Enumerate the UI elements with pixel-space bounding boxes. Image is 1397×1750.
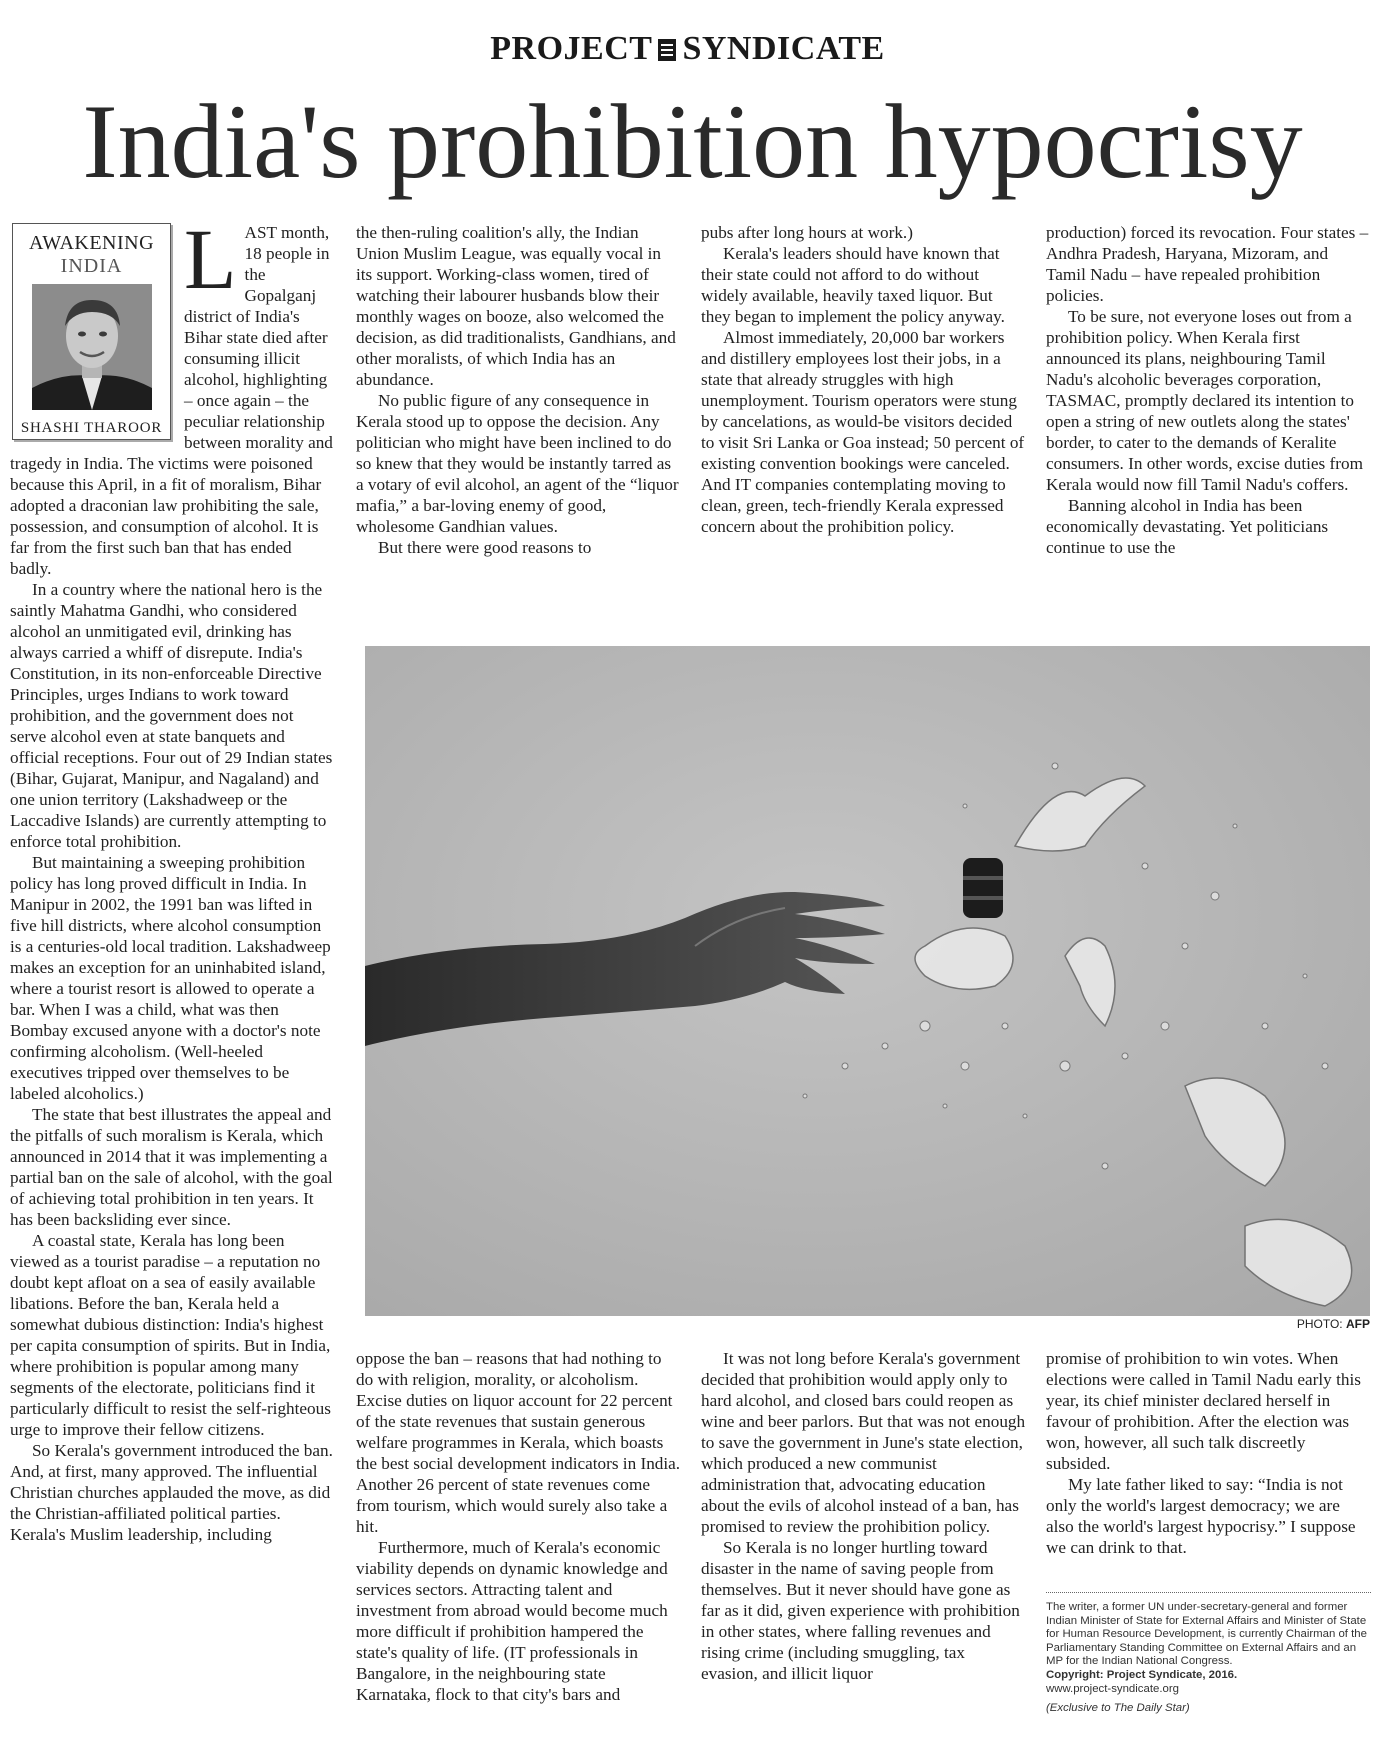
article-paragraph: the then-ruling coalition's ally, the Indian Union Muslim League, was equally vocal in its support. Working-class women, tired of watching their labourer husbands blow their monthly wages on booze, also welcomed the decision, as did traditionalists, Gandhians, and other moralists, of which India has an abundance. [356, 223, 676, 389]
article-paragraph: Furthermore, much of Kerala's economic viability depends on dynamic knowledge and services sectors. Attracting talent and investment from abroad would become much more difficult if prohibition hampered the state's quality of life. (IT professionals in Bangalore, in the neighbouring state Karnataka, flock to that city's bars and [356, 1538, 668, 1704]
article-paragraph: My late father liked to say: “India is not only the world's largest democracy; we are also the world's largest hypocrisy.” I suppose we can drink to that. [1046, 1475, 1356, 1557]
series-region: INDIA [60, 255, 123, 277]
author-bio: The writer, a former UN under-secretary-general and former Indian Minister of State for External Affairs and Minister of State for Human Resource Development, is currently Chairman of the Parliamentary Standing Committee on External Affairs and an MP for the Indian National Congress. [1046, 1601, 1367, 1668]
article-photo [365, 646, 1370, 1316]
article-paragraph: It was not long before Kerala's government decided that prohibition would apply only to hard alcohol, and closed bars could reopen as wine and beer parlors. But that was not enough to save the government in June's state election, which produced a new communist administration that, advocating education about the evils of alcohol instead of a ban, has promised to review the prohibition policy. [701, 1349, 1026, 1536]
article-column-4-top [1046, 222, 1371, 610]
article-paragraph: But maintaining a sweeping prohibition policy has long proved difficult in India. In Manipur in 2002, the 1991 ban was lifted in five hill districts, where alcohol consumption is a centuries-old local tradition. Lakshadweep makes an exception for an uninhabited island, where a tourist resort is allowed to operate a bar. When I was a child, what was then Bombay excused anyone with a doctor's note confirming alcoholism. (Well-heeled executives tripped over themselves to be labeled alcoholics.) [10, 853, 331, 1103]
headline: India's prohibition hypocrisy [82, 83, 1303, 200]
article-paragraph: The state that best illustrates the appeal and the pitfalls of such moralism is Kerala, which announced in 2014 that it was implementing a partial ban on the sale of alcohol, with the goal of achieving total prohibition in ten years. It has been backsliding ever since. [10, 1105, 333, 1229]
author-footnote [1046, 1592, 1371, 1716]
article-paragraph: In a country where the national hero is the saintly Mahatma Gandhi, who considered alcohol an unmitigated evil, drinking has always carried a whiff of disrepute. India's Constitution, in its non-enforceable Directive Principles, urges Indians to work toward prohibition, and the government does not serve alcohol even at state banquets and official receptions. Four out of 29 Indian states (Bihar, Gujarat, Manipur, and Nagaland) and one union territory (Lakshadweep or the Laccadive Islands) are currently attempting to enforce total prohibition. [10, 580, 333, 851]
article-paragraph: No public figure of any consequence in Kerala stood up to oppose the decision. Any politician who might have been inclined to do so knew that they would be instantly tarred as a votary of evil alcohol, an agent of the “liquor mafia,” a bar-loving enemy of good, wholesome Gandhian values. [356, 391, 679, 536]
article-paragraph: So Kerala's government introduced the ban. And, at first, many approved. The influential Christian churches applauded the move, as did the Christian-affiliated political parties. Kerala's Muslim leadership, including [10, 1441, 333, 1544]
article-column-2-top [356, 222, 681, 610]
article-column-3-bottom [701, 1348, 1026, 1750]
article-column-3-top [701, 222, 1026, 610]
drop-cap: L [184, 222, 237, 307]
series-title: AWAKENING [28, 232, 155, 254]
copyright-line: Copyright: Project Syndicate, 2016. [1046, 1668, 1238, 1681]
photo-credit: PHOTO: AFP [1296, 1317, 1370, 1331]
article-paragraph: A coastal state, Kerala has long been viewed as a tourist paradise – a reputation no doubt kept afloat on a sea of easily available libations. Before the ban, Kerala held a somewhat dubious distinction: India's highest per capita consumption of spirits. But in India, where prohibition is popular among many segments of the electorate, politicians find it particularly difficult to resist the self-righteous urge to improve their fellow citizens. [10, 1231, 331, 1439]
article-paragraph: promise of prohibition to win votes. When elections were called in Tamil Nadu early this year, its chief minister declared herself in favour of prohibition. After the election was won, however, all such talk discreetly subsided. [1046, 1349, 1361, 1473]
masthead-right: SYNDICATE [682, 30, 885, 67]
article-paragraph: pubs after long hours at work.) [701, 223, 913, 242]
article-paragraph: Almost immediately, 20,000 bar workers and distillery employees lost their jobs, in a state that already struggles with high unemployment. Tourism operators were stung by cancelations, as would-be visitors decided to visit Sri Lanka or Goa instead; 50 percent of existing convention bookings were canceled. And IT companies contemplating moving to clean, green, tech-friendly Kerala expressed concern about the prohibition policy. [701, 328, 1025, 536]
source-url[interactable]: www.project-syndicate.org [1046, 1682, 1179, 1695]
article-paragraph: To be sure, not everyone loses out from a prohibition policy. When Kerala first announced its plans, neighbouring Tamil Nadu's alcoholic beverages corporation, TASMAC, promptly declared its intention to open a string of new outlets along the states' border, to cater to the demands of Keralite consumers. In other words, excise duties from Kerala would now fill Tamil Nadu's coffers. [1046, 307, 1363, 494]
masthead [0, 30, 1375, 68]
article-column-2-bottom [356, 1348, 681, 1750]
article-paragraph: oppose the ban – reasons that had nothing to do with religion, morality, or alcoholism. Excise duties on liquor account for 22 percent of the state revenues that sustain generous welfare programmes in Kerala, which boasts the best social development indicators in India. Another 26 percent of state revenues come from tourism, which would surely also take a hit. [356, 1349, 681, 1536]
article-column-4-bottom [1046, 1348, 1371, 1588]
article-paragraph: Kerala's leaders should have known that their state could not afford to do without widely available, heavily taxed liquor. But they began to implement the policy anyway. [701, 244, 1005, 326]
article-paragraph: But there were good reasons to [378, 538, 592, 557]
article-paragraph: LAST month, 18 people in the Gopalganj district of India's Bihar state died after consuming illicit alcohol, highlighting – once again – the peculiar relationship between morality and tragedy in India. The victims were poisoned because this April, in a fit of moralism, Bihar adopted a draconian law prohibiting the sale, possession, and consumption of alcohol. It is far from the first such ban that has ended badly. [10, 222, 333, 578]
author-name: SHASHI THAROOR [20, 420, 163, 436]
article-column-1 [10, 222, 334, 1750]
masthead-left: PROJECT [490, 30, 653, 67]
article-paragraph: So Kerala is no longer hurtling toward disaster in the name of saving people from themselves. But it never should have gone as far as it did, given experience with prohibition in other states, where falling revenues and rising crime (including smuggling, tax evasion, and illicit liquor [701, 1538, 1020, 1683]
exclusive-note: (Exclusive to The Daily Star) [1046, 1702, 1190, 1715]
article-paragraph: production) forced its revocation. Four states – Andhra Pradesh, Haryana, Mizoram, and Tamil Nadu – have repealed prohibition policies. [1046, 223, 1369, 305]
syndicate-logo-icon [658, 39, 676, 61]
article-paragraph: Banning alcohol in India has been economically devastating. Yet politicians continue to use the [1046, 496, 1329, 557]
